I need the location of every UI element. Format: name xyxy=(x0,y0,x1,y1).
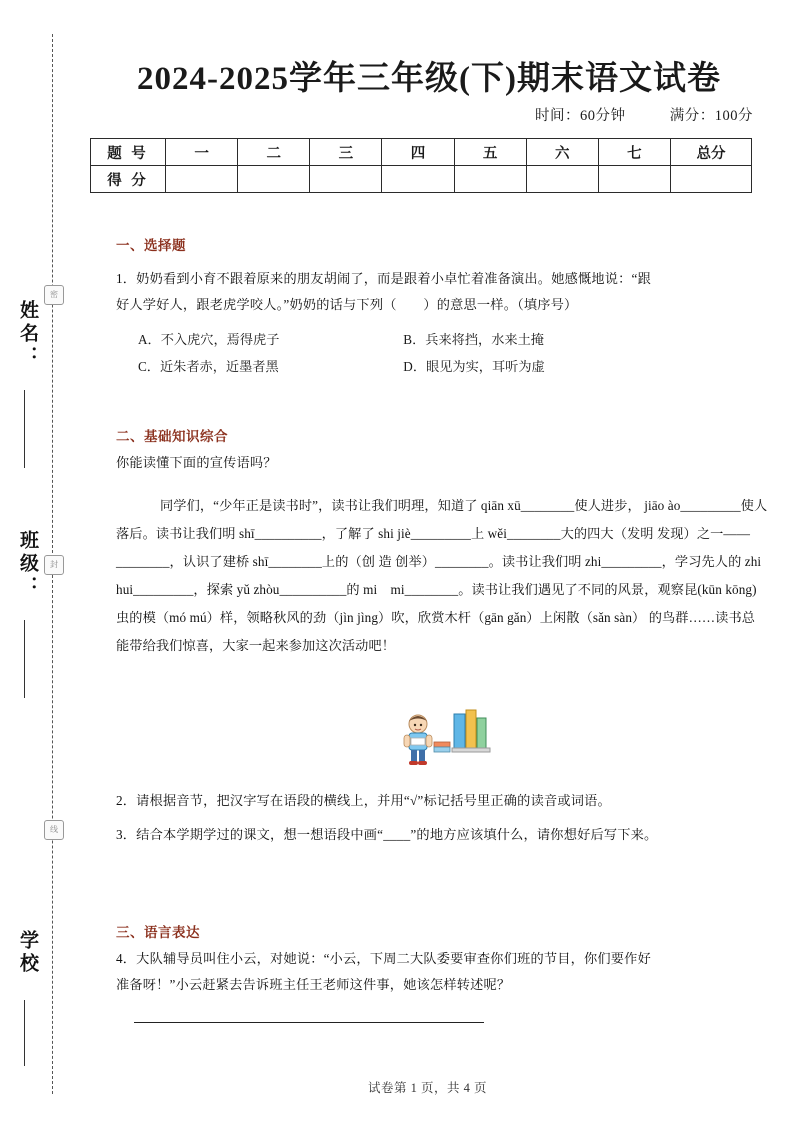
answer-writing-line[interactable] xyxy=(134,1022,484,1023)
margin-label-school: 学校 xyxy=(17,930,38,976)
question-1 xyxy=(116,266,766,318)
margin-school-writing-line xyxy=(24,1000,25,1066)
score-table-col-5: 五 xyxy=(454,139,526,166)
passage-line-7: 的鸟群……读书总能带给我们惊喜，大家一起来参加这次活动吧！ xyxy=(116,610,756,653)
question-1-line-1: 1．奶奶看到小育不跟着原来的朋友胡闹了，而是跟着小卓忙着准备演出。她感慨地说：“跟 xyxy=(116,271,651,286)
seal-mark-2: 封 xyxy=(44,555,64,575)
passage-line-4: 造 创举）________。读书让我们明 zhi_________，学习先人的 zhi hui_________，探索 xyxy=(116,554,762,597)
score-table-col-6: 六 xyxy=(526,139,598,166)
passage-line-1: 同学们，“少年正是读书时”，读书让我们明理，知道了 qiān xū________使人进步， xyxy=(160,498,641,513)
question-3 xyxy=(116,822,786,848)
score-table-col-3: 三 xyxy=(310,139,382,166)
margin-name-writing-line xyxy=(24,390,25,468)
score-cell-5[interactable] xyxy=(454,166,526,193)
passage-line-5: yǔ zhòu__________的 mi mi________。读书让我们遇见了不同的风景，观察昆(kūn kōng) xyxy=(236,582,757,597)
exam-meta xyxy=(535,104,753,125)
score-table-col-1: 一 xyxy=(166,139,238,166)
question-3-line-1: 3．结合本学期学过的课文，想一想语段中画“____”的地方应该填什么，请你想好后写下来。 xyxy=(116,827,658,842)
passage-line-3: wěi________大的四大（发明 发现）之一——________，认识了建桥 shī________上的（创 xyxy=(116,526,750,569)
reading-boy-illustration xyxy=(380,708,500,766)
question-4-line-1: 4．大队辅导员叫住小云，对她说：“小云，下周二大队委要审查你们班的节目，你们要作好 xyxy=(116,951,651,966)
option-d[interactable]: D．眼见为实，耳听为虚 xyxy=(403,359,545,374)
time-label: 时间：60分钟 xyxy=(535,108,626,124)
score-cell-1[interactable] xyxy=(166,166,238,193)
passage-line-6: 虫的模（mó mú）样，领略秋风的劲（jìn jìng）吹，欣赏木杆（gān gǎn）上闲散（sǎn sàn） xyxy=(116,610,646,625)
seal-mark-1: 密 xyxy=(44,285,64,305)
question-2 xyxy=(116,788,776,814)
binding-margin xyxy=(0,0,62,1122)
score-table-col-2: 二 xyxy=(238,139,310,166)
page-footer: 试卷第 1 页，共 4 页 xyxy=(367,1081,487,1095)
score-table xyxy=(90,138,752,193)
margin-label-class: 班级： xyxy=(17,530,38,599)
section-heading-1: 一、选择题 xyxy=(116,238,186,253)
margin-class-writing-line xyxy=(24,620,25,698)
score-table-row-label-2: 得 分 xyxy=(91,166,166,193)
score-table-row-label-1: 题 号 xyxy=(91,139,166,166)
question-1-options xyxy=(138,326,768,380)
question-4 xyxy=(116,946,776,998)
question-2-line-1: 2．请根据音节，把汉字写在语段的横线上，并用“√”标记括号里正确的读音或词语。 xyxy=(116,793,611,808)
passage-line-2: jiāo ào_________使人落后。读书让我们明 shī__________，了解了 shi jiè_________上 xyxy=(116,498,768,541)
margin-label-name: 姓名： xyxy=(17,300,38,369)
section-heading-2: 二、基础知识综合 xyxy=(116,429,228,444)
illustration-svg xyxy=(380,708,500,766)
score-cell-7[interactable] xyxy=(598,166,670,193)
option-b[interactable]: B．兵来将挡，水来土掩 xyxy=(403,332,544,347)
option-a[interactable]: A．不入虎穴，焉得虎子 xyxy=(138,332,280,347)
score-table-col-total: 总分 xyxy=(671,139,752,166)
section-heading-3: 三、语言表达 xyxy=(116,925,200,940)
reading-passage xyxy=(116,492,768,660)
option-c[interactable]: C．近朱者赤，近墨者黑 xyxy=(138,359,279,374)
full-score-label: 满分：100分 xyxy=(669,108,753,124)
score-cell-3[interactable] xyxy=(310,166,382,193)
score-table-col-4: 四 xyxy=(382,139,454,166)
seal-mark-3: 线 xyxy=(44,820,64,840)
exam-paper-page xyxy=(62,0,793,1122)
score-cell-6[interactable] xyxy=(526,166,598,193)
score-cell-4[interactable] xyxy=(382,166,454,193)
question-4-line-2: 准备呀！”小云赶紧去告诉班主任王老师这件事，她该怎样转述呢？ xyxy=(116,977,511,992)
section-2-prompt: 你能读懂下面的宣传语吗？ xyxy=(116,455,277,470)
table-row-scores xyxy=(91,166,752,193)
page-title: 2024-2025学年三年级(下)期末语文试卷 xyxy=(137,61,721,97)
score-cell-2[interactable] xyxy=(238,166,310,193)
score-cell-total[interactable] xyxy=(671,166,752,193)
table-row-question-numbers xyxy=(91,139,752,166)
score-table-col-7: 七 xyxy=(598,139,670,166)
question-1-line-2: 好人学好人，跟老虎学咬人。”奶奶的话与下列（ ）的意思一样。（填序号） xyxy=(116,297,578,312)
